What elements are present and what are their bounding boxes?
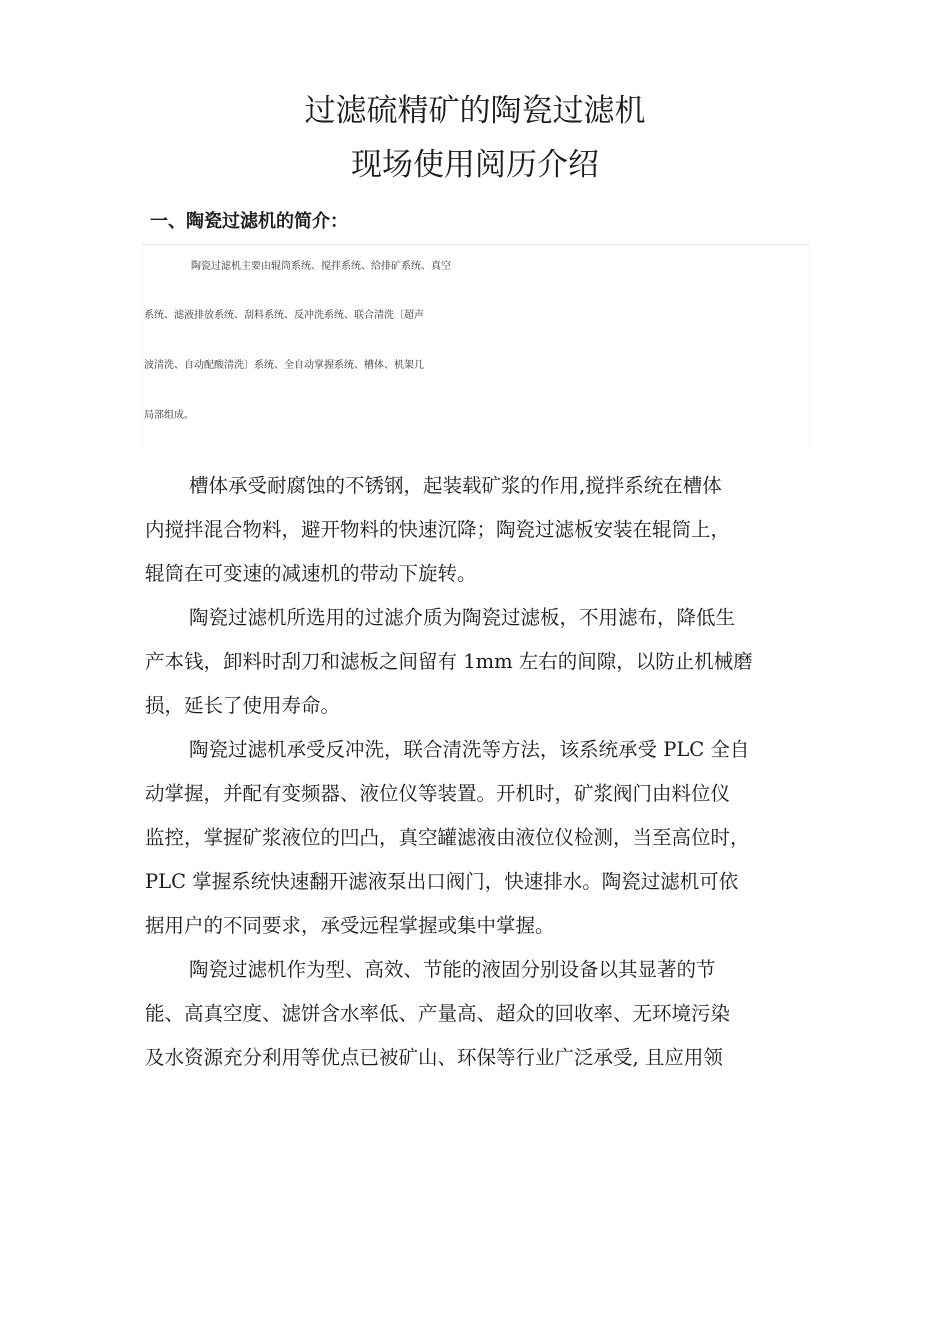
document-title-line-1: 过滤硫精矿的陶瓷过滤机 <box>304 93 646 129</box>
paragraph-line: 及水资源充分利用等优点已被矿山、环保等行业广泛承受, 且应用领 <box>145 1046 723 1069</box>
paragraph-line: 槽体承受耐腐蚀的不锈钢，起装载矿浆的作用,搅拌系统在槽体 <box>189 474 722 497</box>
paragraph-line: 损，延长了使用寿命。 <box>145 694 341 717</box>
paragraph-line: PLC 掌握系统快速翻开滤液泵出口阀门，快速排水。陶瓷过滤机可依 <box>145 870 739 893</box>
paragraph-line: 能、高真空度、滤饼含水率低、产量高、超众的回收率、无环境污染 <box>145 1002 731 1025</box>
document-title-line-2: 现场使用阅历介绍 <box>351 147 599 183</box>
paragraph-line: 动掌握，并配有变频器、液位仪等装置。开机时，矿浆阀门由料位仪 <box>145 782 731 805</box>
paragraph-line: 产本钱，卸料时刮刀和滤板之间留有 1mm 左右的间隙，以防止机械磨 <box>145 650 753 673</box>
intro-line: 陶瓷过滤机主要由辊筒系统、搅拌系统、给排矿系统、真空 <box>191 261 451 272</box>
paragraph-line: 陶瓷过滤机承受反冲洗，联合清洗等方法，该系统承受 PLC 全自 <box>189 738 750 761</box>
paragraph-line: 陶瓷过滤机所选用的过滤介质为陶瓷过滤板，不用滤布，降低生 <box>189 606 736 629</box>
intro-line: 系统、滤液排放系统、刮料系统、反冲洗系统、联合清洗〔超声 <box>144 310 424 321</box>
intro-line: 波清洗、自动配酸清洗〕系统、全自动掌握系统、槽体、机架几 <box>144 360 424 371</box>
paragraph-line: 据用户的不同要求，承受远程掌握或集中掌握。 <box>145 914 555 937</box>
intro-line: 局部组成。 <box>144 410 194 421</box>
paragraph-line: 监控，掌握矿浆液位的凹凸，真空罐滤液由液位仪检测，当至高位时， <box>145 826 750 849</box>
paragraph-line: 内搅拌混合物料，避开物料的快速沉降；陶瓷过滤板安装在辊筒上， <box>145 518 731 541</box>
intro-text-box <box>142 244 810 445</box>
section-heading: 一、陶瓷过滤机的简介： <box>150 211 348 232</box>
paragraph-line: 辊筒在可变速的减速机的带动下旋转。 <box>145 562 477 585</box>
paragraph-line: 陶瓷过滤机作为型、高效、节能的液固分别设备以其显著的节 <box>189 958 716 981</box>
